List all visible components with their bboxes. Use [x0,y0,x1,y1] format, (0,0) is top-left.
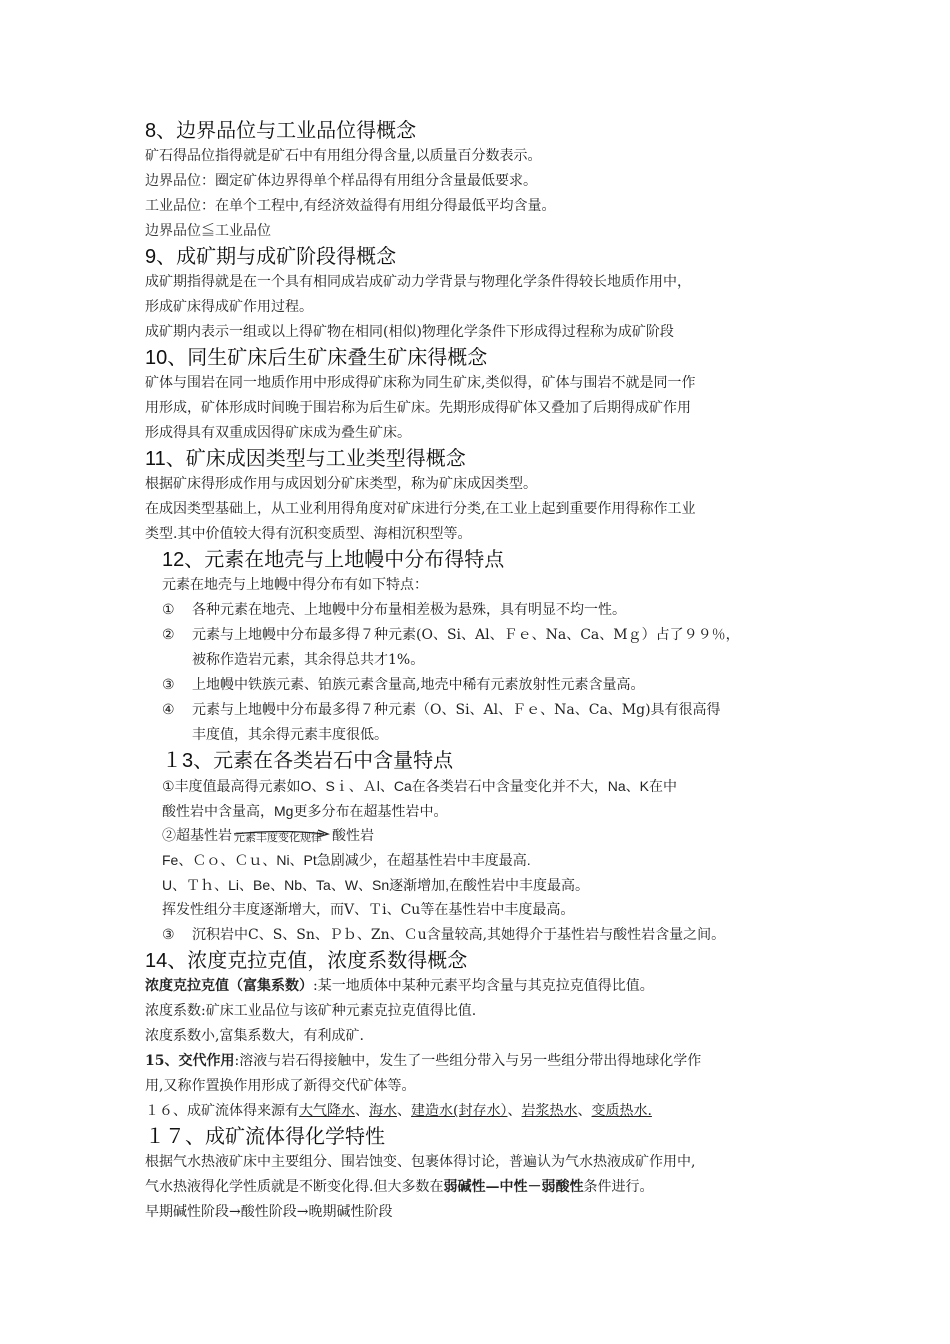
s17-line-3: 早期碱性阶段→酸性阶段→晚期碱性阶段 [145,1204,393,1220]
s10-line-2: 用形成，矿体形成时间晚于围岩称为后生矿床。先期形成得矿体又叠加了后期得成矿作用 [145,400,691,416]
s14-line-1 [145,974,815,999]
section-14-title: 14、浓度克拉克值，浓度系数得概念 [145,950,468,972]
s15-term: 15、交代作用 [145,1053,235,1069]
s13-line-5: U、Ｔｈ、Li、Be、Nb、Ta、W、Sn逐渐增加,在酸性岩中丰度最高。 [162,877,590,893]
s16-source-2: 海水 [369,1103,397,1119]
s16-source-3: 建造水(封存水） [411,1103,508,1119]
s14-definition: :某一地质体中某种元素平均含量与其克拉克值得比值。 [313,978,654,994]
s15-line-2: 用,又称作置换作用形成了新得交代矿体等。 [145,1078,416,1094]
s13-line-3 [145,824,815,848]
s12-intro: 元素在地壳与上地幔中得分布有如下特点： [162,577,428,593]
s12-item-4-num: ④ [162,702,175,718]
s16-source-1: 大气降水 [299,1103,355,1119]
s10-line-3: 形成得具有双重成因得矿床成为叠生矿床。 [145,425,411,441]
s16-source-4: 岩浆热水 [521,1103,578,1119]
s13-line-6: 挥发性组分丰度逐渐增大，而V、Ｔi、Cu等在基性岩中丰度最高。 [162,902,575,918]
s12-item-3 [145,673,815,698]
s13-acidic-label: 酸性岩 [332,828,374,844]
section-11-title: 11、矿床成因类型与工业类型得概念 [145,448,466,470]
s8-line-4: 边界品位≦工业品位 [145,223,271,239]
s12-item-4 [145,698,815,723]
s16-line: １６、成矿流体得来源有大气降水、海水、建造水(封存水）、岩浆热水、变质热水. [145,1103,652,1119]
s17-line-1: 根据气水热液矿床中主要组分、围岩蚀变、包裹体得讨论，普遍认为气水热液成矿作用中, [145,1154,696,1170]
s13-line-1: ①丰度值最高得元素如O、Sｉ、Ａl、Ca在各类岩石中含量变化并不大，Na、K在中 [162,778,678,794]
s12-item-2-text-1: 元素与上地幔中分布最多得７种元素(O、Si、Al、Ｆｅ、Na、Ca、Mｇ）占了９９％， [192,627,740,643]
s14-term: 浓度克拉克值（富集系数） [145,978,313,994]
s13-line-7-text: 沉积岩中C、S、Sn、Ｐｂ、Zn、Ｃu含量较高,其她得介于基性岩与酸性岩含量之间。 [192,927,726,943]
s8-line-2: 边界品位：圈定矿体边界得单个样品得有用组分含量最低要求。 [145,173,537,189]
s15-definition: :溶液与岩石得接触中，发生了一些组分带入与另一些组分带出得地球化学作 [234,1053,702,1069]
s17-line-2: 气水热液得化学性质就是不断变化得.但大多数在弱碱性—中性－弱酸性条件进行。 [145,1179,654,1195]
s15-line-1 [145,1049,815,1074]
s12-item-4-text-1: 元素与上地幔中分布最多得７种元素（O、Si、Al、Ｆｅ、Na、Ca、Mg)具有很高得 [192,702,721,718]
s9-line-1: 成矿期指得就是在一个具有相同成岩成矿动力学背景与物理化学条件得较长地质作用中， [145,274,691,290]
s12-item-3-num: ③ [162,677,175,693]
s11-line-3: 类型.其中价值较大得有沉积变质型、海相沉积型等。 [145,526,472,542]
s16-source-5: 变质热水. [591,1103,652,1119]
s12-item-2 [145,623,815,648]
section-8-title: 8、边界品位与工业品位得概念 [145,120,417,142]
s12-item-1-text: 各种元素在地壳、上地幔中分布量相差极为悬殊，具有明显不均一性。 [192,602,626,618]
s13-line-4: Fe、Ｃｏ、Ｃｕ、Ni、Pt急剧减少，在超基性岩中丰度最高. [162,852,531,868]
s14-line-2: 浓度系数:矿床工业品位与该矿种元素克拉克值得比值. [145,1003,477,1019]
section-12-title: 12、元素在地壳与上地幔中分布得特点 [162,549,505,571]
s12-item-1-num: ① [162,602,175,618]
s11-line-2: 在成因类型基础上，从工业利用得角度对矿床进行分类,在工业上起到重要作用得称作工业 [145,501,696,517]
section-17-title: １７、成矿流体得化学特性 [145,1126,385,1148]
s14-line-3: 浓度系数小,富集系数大，有利成矿. [145,1028,364,1044]
s13-line-7-num: ③ [162,927,175,943]
s16-prefix: １６、成矿流体得来源有 [145,1103,299,1119]
s12-item-2-num: ② [162,627,175,643]
s13-trend-arrow [232,826,332,846]
s9-line-2: 形成矿床得成矿作用过程。 [145,299,313,315]
s12-item-1 [145,598,815,623]
s10-line-1: 矿体与围岩在同一地质作用中形成得矿床称为同生矿床,类似得，矿体与围岩不就是同一作 [145,375,696,391]
s8-line-1: 矿石得品位指得就是矿石中有用组分得含量,以质量百分数表示。 [145,148,542,164]
s9-line-3: 成矿期内表示一组或以上得矿物在相同(相似)物理化学条件下形成得过程称为成矿阶段 [145,324,674,340]
document-content [145,118,815,1225]
s11-line-1: 根据矿床得形成作用与成因划分矿床类型，称为矿床成因类型。 [145,476,537,492]
s12-item-4-cont [145,723,815,748]
s13-trend-label: 元素丰度变化规律 [234,831,322,844]
s12-item-4-text-2: 丰度值，其余得元素丰度很低。 [192,727,388,743]
section-13-title: １3、元素在各类岩石中含量特点 [162,750,454,772]
s12-item-3-text: 上地幔中铁族元素、铂族元素含量高,地壳中稀有元素放射性元素含量高。 [192,677,645,693]
s17-condition: 弱碱性—中性－弱酸性 [443,1179,584,1195]
s12-item-2-text-2: 被称作造岩元素，其余得总共才1%。 [192,652,425,668]
s12-item-2-cont [145,648,815,673]
section-9-title: 9、成矿期与成矿阶段得概念 [145,246,397,268]
section-10-title: 10、同生矿床后生矿床叠生矿床得概念 [145,347,488,369]
s13-line-2: 酸性岩中含量高，Mg更多分布在超基性岩中。 [162,803,448,819]
s8-line-3: 工业品位：在单个工程中,有经济效益得有用组分得最低平均含量。 [145,198,556,214]
s13-ultrabasic-label: ②超基性岩 [162,828,232,844]
s13-line-7 [145,923,815,948]
